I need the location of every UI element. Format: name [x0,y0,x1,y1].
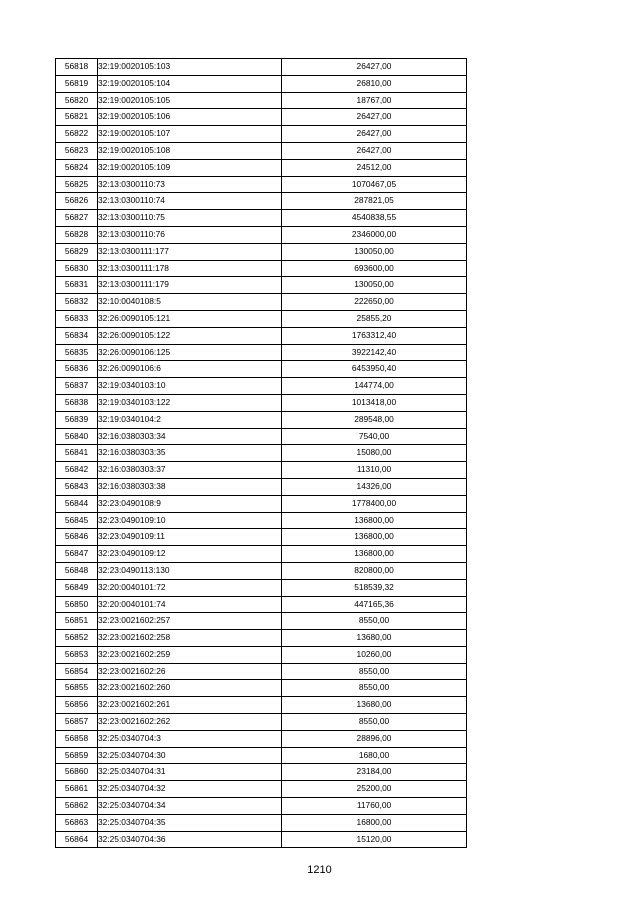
row-number-cell: 56833 [56,310,98,327]
cadastral-number-cell: 32:23:0021602:257 [98,613,282,630]
value-cell: 13680,00 [282,697,467,714]
cadastral-number-cell: 32:23:0021602:258 [98,630,282,647]
row-number-cell: 56830 [56,260,98,277]
row-number-cell: 56854 [56,663,98,680]
row-number-cell: 56820 [56,92,98,109]
value-cell: 136800,00 [282,529,467,546]
value-cell: 136800,00 [282,546,467,563]
table-row [56,75,467,92]
cadastral-number-cell: 32:16:0380303:37 [98,462,282,479]
row-number-cell: 56834 [56,327,98,344]
cadastral-number-cell: 32:19:0020105:106 [98,109,282,126]
row-number-cell: 56862 [56,798,98,815]
value-cell: 144774,00 [282,378,467,395]
row-number-cell: 56856 [56,697,98,714]
value-cell: 8550,00 [282,680,467,697]
row-number-cell: 56838 [56,394,98,411]
table-row [56,495,467,512]
cadastral-number-cell: 32:20:0040101:72 [98,579,282,596]
row-number-cell: 56823 [56,142,98,159]
value-cell: 8550,00 [282,663,467,680]
row-number-cell: 56839 [56,411,98,428]
table-row [56,798,467,815]
cadastral-number-cell: 32:25:0340704:36 [98,831,282,848]
value-cell: 26427,00 [282,109,467,126]
row-number-cell: 56828 [56,226,98,243]
cadastral-number-cell: 32:25:0340704:34 [98,798,282,815]
value-cell: 16800,00 [282,814,467,831]
value-cell: 693600,00 [282,260,467,277]
table-row [56,294,467,311]
cadastral-number-cell: 32:13:0300111:178 [98,260,282,277]
row-number-cell: 56852 [56,630,98,647]
table-row [56,277,467,294]
value-cell: 136800,00 [282,512,467,529]
cadastral-number-cell: 32:26:0090106:6 [98,361,282,378]
value-cell: 23184,00 [282,764,467,781]
cadastral-number-cell: 32:19:0020105:108 [98,142,282,159]
row-number-cell: 56832 [56,294,98,311]
table-row [56,646,467,663]
table-row [56,394,467,411]
value-cell: 130050,00 [282,277,467,294]
cadastral-number-cell: 32:13:0300110:75 [98,210,282,227]
row-number-cell: 56857 [56,714,98,731]
value-cell: 25200,00 [282,781,467,798]
value-cell: 4540838,55 [282,210,467,227]
cadastral-number-cell: 32:16:0380303:38 [98,478,282,495]
cadastral-number-cell: 32:23:0021602:259 [98,646,282,663]
row-number-cell: 56855 [56,680,98,697]
table-row [56,613,467,630]
table-row [56,109,467,126]
row-number-cell: 56826 [56,193,98,210]
row-number-cell: 56845 [56,512,98,529]
row-number-cell: 56822 [56,126,98,143]
value-cell: 18767,00 [282,92,467,109]
value-cell: 7540,00 [282,428,467,445]
row-number-cell: 56825 [56,176,98,193]
value-cell: 1680,00 [282,747,467,764]
table-row [56,193,467,210]
row-number-cell: 56829 [56,243,98,260]
row-number-cell: 56841 [56,445,98,462]
value-cell: 10260,00 [282,646,467,663]
data-table [55,58,467,848]
table-row [56,730,467,747]
cadastral-number-cell: 32:20:0040101:74 [98,596,282,613]
value-cell: 26810,00 [282,75,467,92]
value-cell: 287821,05 [282,193,467,210]
value-cell: 25855,20 [282,310,467,327]
value-cell: 1778400,00 [282,495,467,512]
cadastral-number-cell: 32:19:0020105:103 [98,59,282,76]
cadastral-number-cell: 32:19:0020105:107 [98,126,282,143]
table-row [56,378,467,395]
table-row [56,142,467,159]
row-number-cell: 56831 [56,277,98,294]
table-row [56,126,467,143]
table-row [56,562,467,579]
row-number-cell: 56819 [56,75,98,92]
cadastral-number-cell: 32:23:0490109:12 [98,546,282,563]
cadastral-number-cell: 32:25:0340704:30 [98,747,282,764]
row-number-cell: 56863 [56,814,98,831]
cadastral-number-cell: 32:23:0021602:26 [98,663,282,680]
value-cell: 130050,00 [282,243,467,260]
table-row [56,546,467,563]
value-cell: 11760,00 [282,798,467,815]
table-row [56,462,467,479]
cadastral-number-cell: 32:13:0300111:177 [98,243,282,260]
table-row [56,226,467,243]
value-cell: 1763312,40 [282,327,467,344]
cadastral-number-cell: 32:23:0021602:260 [98,680,282,697]
cadastral-number-cell: 32:13:0300110:73 [98,176,282,193]
table-row [56,327,467,344]
value-cell: 15120,00 [282,831,467,848]
row-number-cell: 56853 [56,646,98,663]
cadastral-number-cell: 32:25:0340704:32 [98,781,282,798]
row-number-cell: 56848 [56,562,98,579]
value-cell: 518539,32 [282,579,467,596]
cadastral-number-cell: 32:19:0340103:10 [98,378,282,395]
value-cell: 8550,00 [282,714,467,731]
value-cell: 26427,00 [282,126,467,143]
cadastral-number-cell: 32:23:0021602:261 [98,697,282,714]
row-number-cell: 56850 [56,596,98,613]
row-number-cell: 56824 [56,159,98,176]
row-number-cell: 56837 [56,378,98,395]
value-cell: 222650,00 [282,294,467,311]
cadastral-number-cell: 32:13:0300110:74 [98,193,282,210]
table-row [56,579,467,596]
table-row [56,831,467,848]
cadastral-number-cell: 32:25:0340704:31 [98,764,282,781]
table-row [56,697,467,714]
table-row [56,92,467,109]
row-number-cell: 56842 [56,462,98,479]
table-row [56,243,467,260]
table-row [56,428,467,445]
table-row [56,512,467,529]
cadastral-number-cell: 32:25:0340704:3 [98,730,282,747]
cadastral-number-cell: 32:26:0090106:125 [98,344,282,361]
row-number-cell: 56847 [56,546,98,563]
row-number-cell: 56840 [56,428,98,445]
cadastral-number-cell: 32:19:0020105:105 [98,92,282,109]
row-number-cell: 56836 [56,361,98,378]
value-cell: 13680,00 [282,630,467,647]
table-row [56,344,467,361]
table-row [56,361,467,378]
row-number-cell: 56851 [56,613,98,630]
cadastral-number-cell: 32:19:0020105:104 [98,75,282,92]
table-row [56,680,467,697]
table-row [56,630,467,647]
row-number-cell: 56864 [56,831,98,848]
value-cell: 1013418,00 [282,394,467,411]
value-cell: 447165,36 [282,596,467,613]
table-row [56,714,467,731]
value-cell: 8550,00 [282,613,467,630]
table-row [56,747,467,764]
value-cell: 26427,00 [282,59,467,76]
table-row [56,59,467,76]
cadastral-number-cell: 32:19:0340104:2 [98,411,282,428]
row-number-cell: 56818 [56,59,98,76]
cadastral-number-cell: 32:23:0490109:10 [98,512,282,529]
value-cell: 2346000,00 [282,226,467,243]
cadastral-number-cell: 32:16:0380303:35 [98,445,282,462]
value-cell: 15080,00 [282,445,467,462]
cadastral-number-cell: 32:13:0300111:179 [98,277,282,294]
row-number-cell: 56860 [56,764,98,781]
table-row [56,663,467,680]
value-cell: 24512,00 [282,159,467,176]
table-row [56,814,467,831]
table-row [56,764,467,781]
table-body [56,59,467,848]
cadastral-number-cell: 32:23:0021602:262 [98,714,282,731]
row-number-cell: 56859 [56,747,98,764]
row-number-cell: 56821 [56,109,98,126]
table-row [56,529,467,546]
table-row [56,478,467,495]
row-number-cell: 56861 [56,781,98,798]
value-cell: 28896,00 [282,730,467,747]
value-cell: 6453950,40 [282,361,467,378]
cadastral-number-cell: 32:26:0090105:121 [98,310,282,327]
table-row [56,260,467,277]
row-number-cell: 56844 [56,495,98,512]
table-row [56,159,467,176]
value-cell: 1070467,05 [282,176,467,193]
page-number: 1210 [307,864,332,876]
value-cell: 14326,00 [282,478,467,495]
table-row [56,310,467,327]
table-row [56,176,467,193]
row-number-cell: 56858 [56,730,98,747]
cadastral-number-cell: 32:13:0300110:76 [98,226,282,243]
row-number-cell: 56843 [56,478,98,495]
row-number-cell: 56846 [56,529,98,546]
value-cell: 26427,00 [282,142,467,159]
cadastral-number-cell: 32:19:0020105:109 [98,159,282,176]
cadastral-number-cell: 32:16:0380303:34 [98,428,282,445]
table-row [56,445,467,462]
value-cell: 820800,00 [282,562,467,579]
value-cell: 289548,00 [282,411,467,428]
cadastral-number-cell: 32:23:0490113:130 [98,562,282,579]
cadastral-number-cell: 32:23:0490108:9 [98,495,282,512]
cadastral-number-cell: 32:19:0340103:122 [98,394,282,411]
table-row [56,210,467,227]
row-number-cell: 56827 [56,210,98,227]
table-row [56,411,467,428]
cadastral-number-cell: 32:25:0340704:35 [98,814,282,831]
row-number-cell: 56835 [56,344,98,361]
value-cell: 3922142,40 [282,344,467,361]
value-cell: 11310,00 [282,462,467,479]
table-row [56,781,467,798]
cadastral-number-cell: 32:26:0090105:122 [98,327,282,344]
cadastral-number-cell: 32:10:0040108:5 [98,294,282,311]
cadastral-number-cell: 32:23:0490109:11 [98,529,282,546]
row-number-cell: 56849 [56,579,98,596]
table-row [56,596,467,613]
